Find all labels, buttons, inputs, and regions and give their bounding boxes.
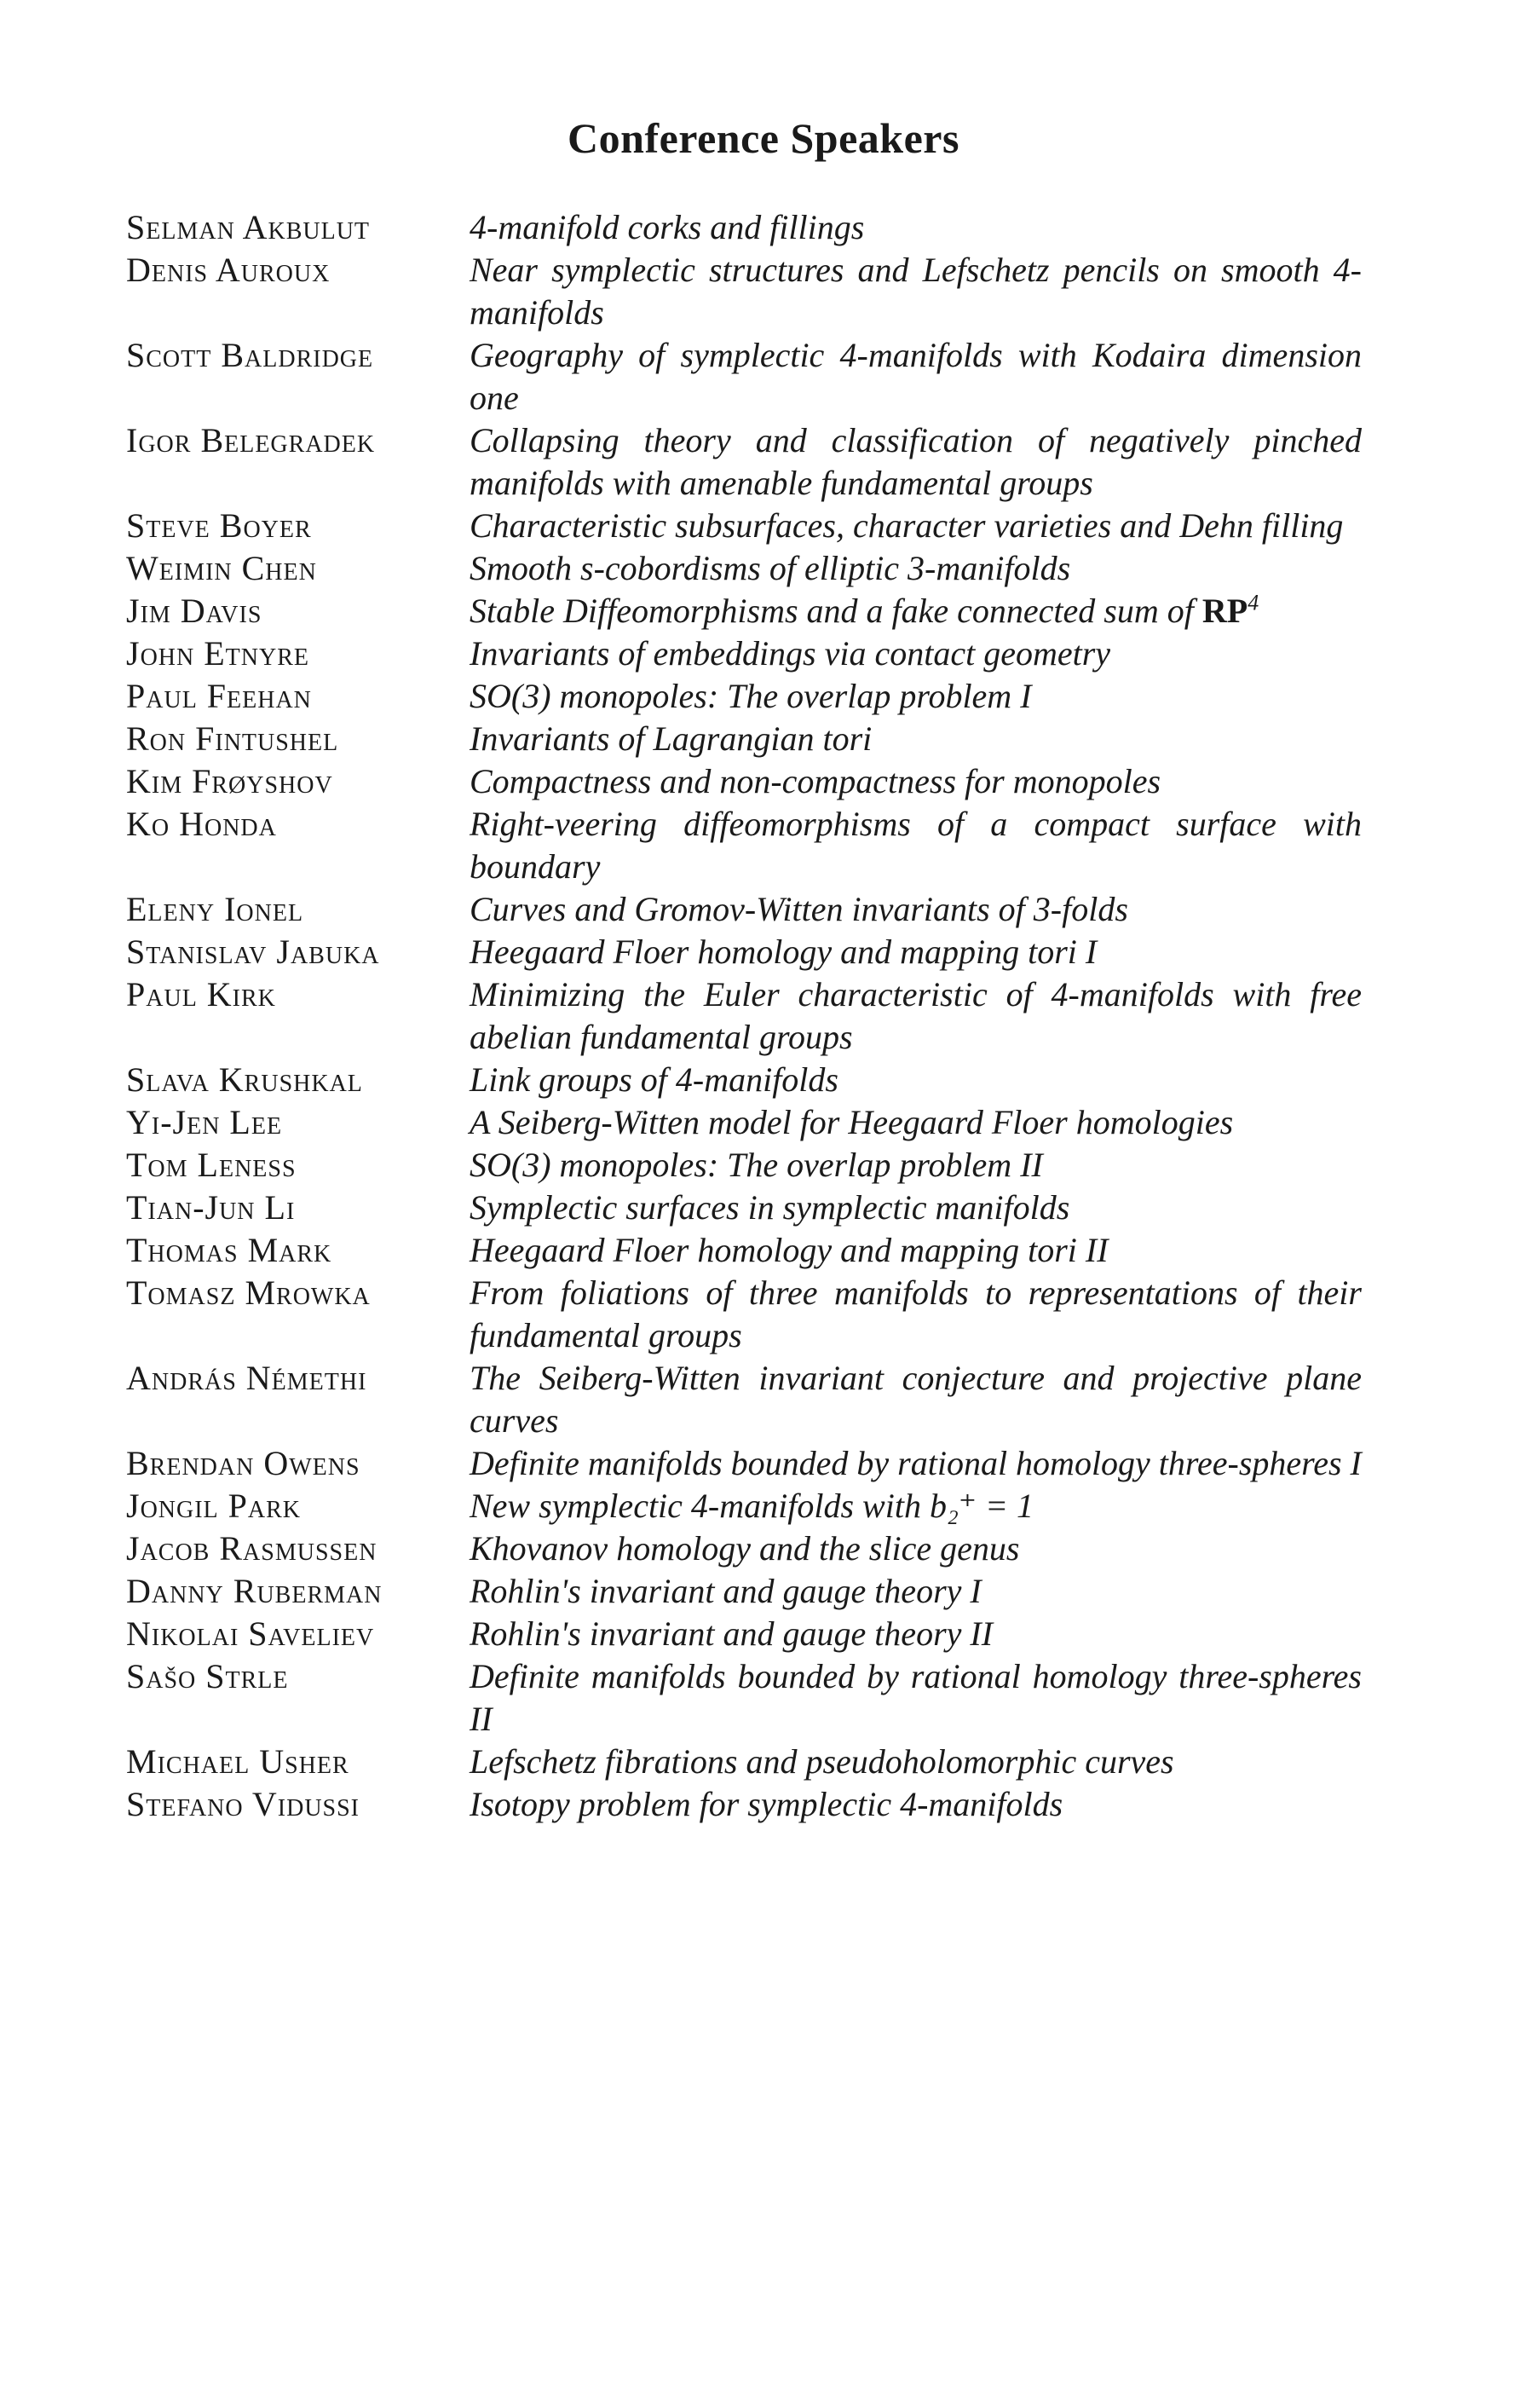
speaker-row (126, 1570, 1362, 1613)
speaker-name: Tian-Jun Li (126, 1188, 296, 1227)
talk-title-text: Collapsing theory and classification of negatively pinched manifolds with amenable fundamental groups (470, 421, 1362, 502)
talk-title (470, 1187, 1362, 1229)
talk-title-text: Invariants of embeddings via contact geometry (470, 634, 1111, 673)
speaker-name: András Némethi (126, 1359, 367, 1397)
speaker-row (126, 931, 1362, 973)
speaker-name: Eleny Ionel (126, 890, 304, 928)
talk-title (470, 590, 1362, 632)
talk-title (470, 1357, 1362, 1442)
speaker-row (126, 803, 1362, 888)
talk-title (470, 1613, 1362, 1655)
speaker-row (126, 1655, 1362, 1741)
speaker-name: Tom Leness (126, 1146, 297, 1184)
speaker-row (126, 1229, 1362, 1272)
speaker-name: Tomasz Mrowka (126, 1273, 371, 1312)
speaker-name: Stefano Vidussi (126, 1785, 360, 1823)
talk-title-text: Minimizing the Euler characteristic of 4-manifolds with free abelian fundamental groups (470, 975, 1362, 1056)
talk-title (470, 675, 1362, 718)
talk-title-text: SO(3) monopoles: The overlap problem II (470, 1146, 1043, 1184)
speaker-name: Danny Ruberman (126, 1572, 383, 1610)
speaker-row (126, 1357, 1362, 1442)
talk-title-text: Definite manifolds bounded by rational homology three-spheres I (470, 1444, 1362, 1482)
speaker-row (126, 1613, 1362, 1655)
speaker-row (126, 1272, 1362, 1357)
talk-title (470, 1101, 1362, 1144)
speaker-row (126, 547, 1362, 590)
speaker-name: Jim Davis (126, 592, 262, 630)
talk-title (470, 760, 1362, 803)
talk-title (470, 888, 1362, 931)
talk-title (470, 1570, 1362, 1613)
speaker-name: Stanislav Jabuka (126, 933, 380, 971)
speaker-row (126, 1527, 1362, 1570)
talk-title (470, 1059, 1362, 1101)
speaker-name: John Etnyre (126, 634, 309, 673)
speaker-name: Yi-Jen Lee (126, 1103, 283, 1141)
speaker-row (126, 1741, 1362, 1783)
speaker-name: Michael Usher (126, 1742, 349, 1781)
talk-title (470, 1485, 1362, 1527)
talk-title (470, 718, 1362, 760)
speaker-list (126, 206, 1362, 1826)
talk-title-text: Rohlin's invariant and gauge theory II (470, 1614, 994, 1653)
speaker-row (126, 419, 1362, 505)
talk-title (470, 1272, 1362, 1357)
talk-title-superscript: 4 (1248, 590, 1259, 615)
speaker-row (126, 334, 1362, 419)
talk-title-text: Symplectic surfaces in symplectic manifolds (470, 1188, 1070, 1227)
speaker-name: Selman Akbulut (126, 208, 371, 246)
speaker-row (126, 590, 1362, 632)
talk-title-text: Curves and Gromov-Witten invariants of 3-folds (470, 890, 1128, 928)
talk-title (470, 632, 1362, 675)
talk-title-text: Lefschetz fibrations and pseudoholomorphic curves (470, 1742, 1174, 1781)
talk-title-text: Right-veering diffeomorphisms of a compact surface with boundary (470, 805, 1362, 886)
talk-title-text: Khovanov homology and the slice genus (470, 1529, 1020, 1568)
talk-title (470, 931, 1362, 973)
speaker-name: Thomas Mark (126, 1231, 332, 1269)
talk-title (470, 249, 1362, 334)
speaker-name: Paul Feehan (126, 677, 312, 715)
speaker-name: Brendan Owens (126, 1444, 360, 1482)
talk-title (470, 505, 1362, 547)
speaker-name: Kim Frøyshov (126, 762, 333, 800)
talk-title (470, 547, 1362, 590)
talk-title (470, 1442, 1362, 1485)
speaker-row (126, 206, 1362, 249)
speaker-name: Nikolai Saveliev (126, 1614, 375, 1653)
speaker-row (126, 718, 1362, 760)
speaker-name: Scott Baldridge (126, 336, 374, 374)
talk-title-text: Heegaard Floer homology and mapping tori I (470, 933, 1098, 971)
speaker-name: Paul Kirk (126, 975, 276, 1013)
talk-title-text: Heegaard Floer homology and mapping tori II (470, 1231, 1109, 1269)
talk-title (470, 803, 1362, 888)
talk-title-text: SO(3) monopoles: The overlap problem I (470, 677, 1032, 715)
speaker-row (126, 1442, 1362, 1485)
talk-title (470, 1783, 1362, 1826)
talk-title-text: From foliations of three manifolds to representations of their fundamental groups (470, 1273, 1362, 1354)
speaker-row (126, 1187, 1362, 1229)
talk-title (470, 1741, 1362, 1783)
speaker-row (126, 760, 1362, 803)
speaker-name: Jacob Rasmussen (126, 1529, 377, 1568)
speaker-row (126, 675, 1362, 718)
talk-title (470, 334, 1362, 419)
speaker-name: Jongil Park (126, 1487, 302, 1525)
talk-title (470, 1144, 1362, 1187)
talk-title-text: Near symplectic structures and Lefschetz pencils on smooth 4-manifolds (470, 251, 1362, 332)
speaker-row (126, 1059, 1362, 1101)
speaker-name: Igor Belegradek (126, 421, 376, 459)
speaker-name: Denis Auroux (126, 251, 331, 289)
talk-title (470, 1229, 1362, 1272)
talk-title-text: Smooth s-cobordisms of elliptic 3-manifolds (470, 549, 1071, 587)
speaker-row (126, 249, 1362, 334)
speaker-name: Steve Boyer (126, 506, 312, 545)
talk-title-text: Rohlin's invariant and gauge theory I (470, 1572, 982, 1610)
speaker-row (126, 505, 1362, 547)
speaker-name: Sašo Strle (126, 1657, 289, 1695)
talk-title-math: b₂⁺ = 1 (929, 1487, 1034, 1525)
talk-title (470, 206, 1362, 249)
talk-title-text: Stable Diffeomorphisms and a fake connected sum of (470, 592, 1202, 630)
talk-title-text: Compactness and non-compactness for monopoles (470, 762, 1161, 800)
speaker-name: Weimin Chen (126, 549, 317, 587)
talk-title-text: 4-manifold corks and fillings (470, 208, 865, 246)
talk-title-text: Characteristic subsurfaces, character varieties and Dehn filling (470, 506, 1344, 545)
talk-title-math: RP (1201, 592, 1248, 630)
talk-title (470, 419, 1362, 505)
speaker-row (126, 888, 1362, 931)
speaker-row (126, 1485, 1362, 1527)
page-title: Conference Speakers (568, 114, 959, 162)
talk-title-text: Geography of symplectic 4-manifolds with Kodaira dimension one (470, 336, 1362, 417)
talk-title-text: New symplectic 4-manifolds with (470, 1487, 930, 1525)
speaker-row (126, 1783, 1362, 1826)
talk-title-text: A Seiberg-Witten model for Heegaard Floer homologies (470, 1103, 1234, 1141)
speaker-row (126, 1101, 1362, 1144)
talk-title (470, 1527, 1362, 1570)
talk-title (470, 1655, 1362, 1741)
speaker-name: Ron Fintushel (126, 719, 339, 758)
speaker-name: Slava Krushkal (126, 1060, 363, 1099)
talk-title-text: Isotopy problem for symplectic 4-manifolds (470, 1785, 1063, 1823)
talk-title-text: The Seiberg-Witten invariant conjecture and projective plane curves (470, 1359, 1362, 1440)
speaker-row (126, 1144, 1362, 1187)
talk-title-text: Link groups of 4-manifolds (470, 1060, 838, 1099)
talk-title (470, 973, 1362, 1059)
speaker-row (126, 973, 1362, 1059)
talk-title-text: Definite manifolds bounded by rational homology three-spheres II (470, 1657, 1362, 1738)
speaker-name: Ko Honda (126, 805, 277, 843)
talk-title-text: Invariants of Lagrangian tori (470, 719, 873, 758)
speaker-row (126, 632, 1362, 675)
